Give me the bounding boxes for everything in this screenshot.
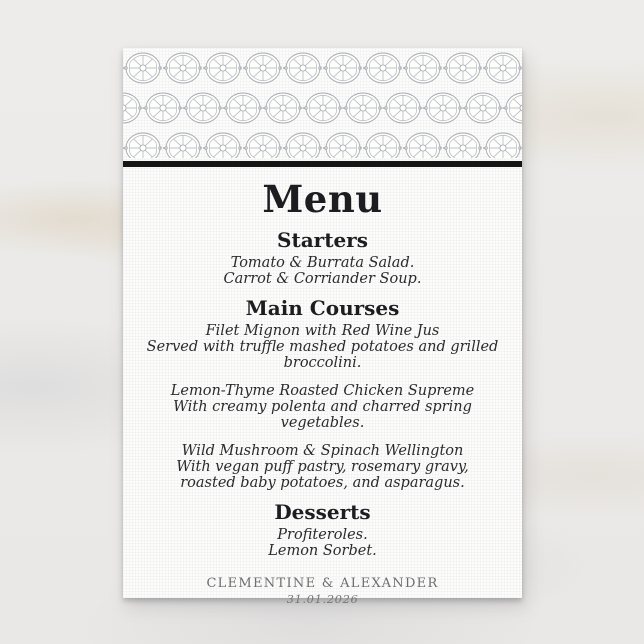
section-main-courses (147, 323, 499, 491)
damask-pattern-header (123, 48, 522, 158)
dish (147, 271, 499, 287)
dish-name: Lemon-Thyme Roasted Chicken Supreme (170, 383, 475, 399)
damask-pattern-icon (123, 48, 522, 158)
section-heading-starters: Starters (277, 228, 368, 252)
menu-content (123, 167, 522, 606)
dish (147, 443, 499, 491)
dish-name: Tomato & Burrata Salad. (230, 255, 415, 271)
section-heading-main-courses: Main Courses (245, 296, 400, 320)
couple-names: CLEMENTINE & ALEXANDER (206, 576, 439, 591)
dish (147, 383, 499, 431)
dish-desc: With creamy polenta and charred spring vegetables. (173, 399, 472, 431)
section-starters (147, 255, 499, 287)
dish-name: Carrot & Corriander Soup. (223, 271, 422, 287)
section-heading-desserts: Desserts (274, 500, 371, 524)
dish-desc: With vegan puff pastry, rosemary gravy, roasted baby potatoes, and asparagus. (176, 459, 469, 491)
dish-name: Profiteroles. (277, 527, 368, 543)
dish-desc: Served with truffle mashed potatoes and grilled broccolini. (146, 339, 499, 371)
menu-title: Menu (262, 177, 383, 221)
dish-name: Wild Mushroom & Spinach Wellington (181, 443, 464, 459)
dish-name: Filet Mignon with Red Wine Jus (205, 323, 440, 339)
dish (147, 255, 499, 271)
wedding-date: 31.01.2026 (286, 592, 359, 606)
dish-name: Lemon Sorbet. (268, 543, 377, 559)
card-footer (123, 576, 522, 606)
section-desserts (147, 527, 499, 559)
dish (147, 543, 499, 559)
dish (147, 323, 499, 371)
menu-card (123, 48, 522, 606)
dish (147, 527, 499, 543)
